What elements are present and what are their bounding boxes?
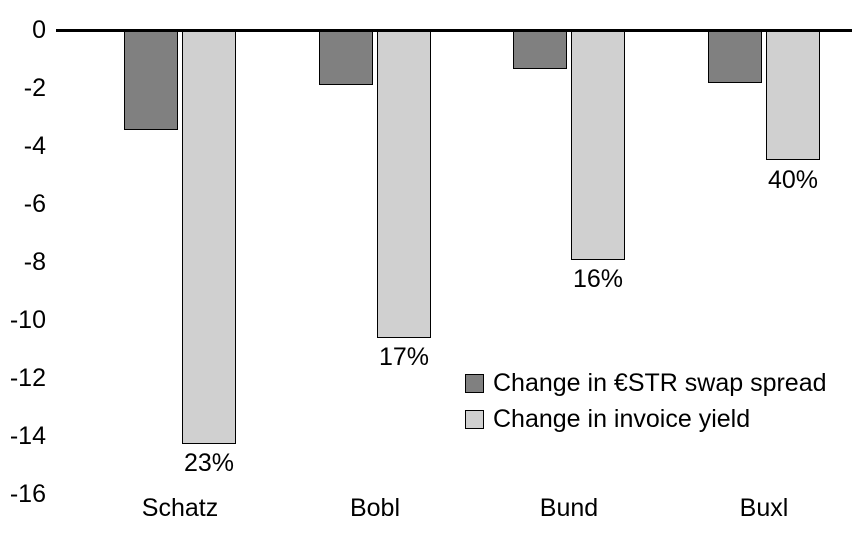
bar-bobl-swap-spread (319, 31, 373, 85)
bar-buxl-swap-spread (708, 31, 762, 83)
legend-item-invoice-yield (465, 406, 827, 432)
data-label-bund: 16% (572, 265, 624, 293)
y-tick-label: -12 (9, 364, 46, 392)
y-tick-label: 0 (32, 16, 46, 44)
x-category-label-buxl: Buxl (739, 494, 789, 522)
bar-bund-swap-spread (513, 31, 567, 69)
chart-legend (465, 370, 827, 442)
y-tick-label: -14 (9, 422, 46, 450)
data-label-schatz: 23% (183, 449, 235, 477)
y-tick-label: -10 (9, 306, 46, 334)
bar-schatz-invoice-yield (182, 31, 236, 444)
legend-swatch-icon (465, 374, 484, 393)
data-label-buxl: 40% (767, 166, 819, 194)
legend-item-swap-spread (465, 370, 827, 396)
x-category-label-schatz: Schatz (141, 494, 219, 522)
legend-label: Change in invoice yield (493, 405, 751, 433)
bar-bund-invoice-yield (571, 31, 625, 260)
y-tick-label: -8 (23, 248, 46, 276)
y-tick-label: -6 (23, 190, 46, 218)
data-label-bobl: 17% (378, 343, 430, 371)
legend-label: Change in €STR swap spread (493, 369, 827, 397)
y-tick-label: -16 (9, 480, 46, 508)
bar-buxl-invoice-yield (766, 31, 820, 160)
bar-bobl-invoice-yield (377, 31, 431, 338)
bar-schatz-swap-spread (124, 31, 178, 130)
y-tick-label: -4 (23, 132, 46, 160)
x-category-label-bund: Bund (539, 494, 599, 522)
legend-swatch-icon (465, 410, 484, 429)
x-category-label-bobl: Bobl (349, 494, 401, 522)
y-tick-label: -2 (23, 74, 46, 102)
